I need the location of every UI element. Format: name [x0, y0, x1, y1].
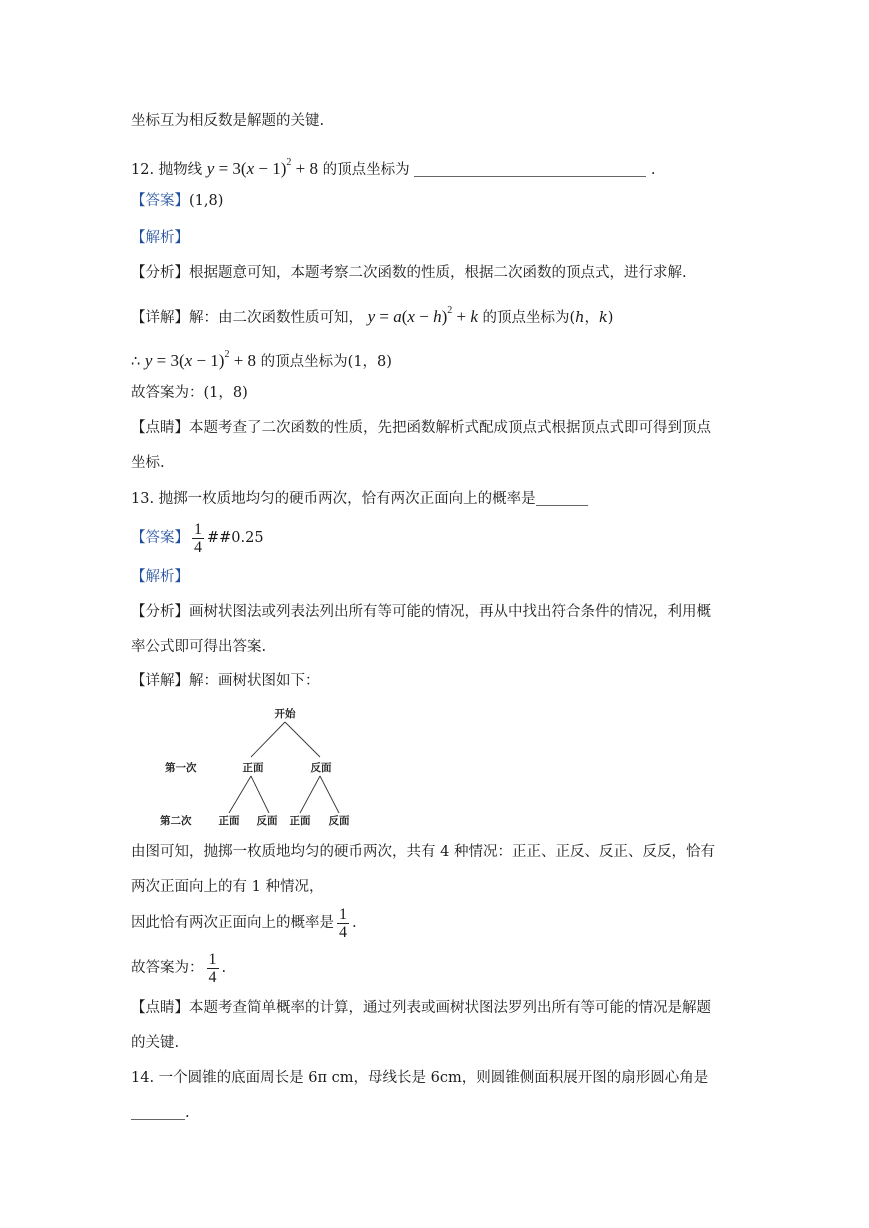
answer-tag: 【答案】 [131, 193, 189, 209]
body-13-b: 两次正面向上的有 1 种情况， [131, 879, 324, 895]
answer-13: 【答案】 $\frac{1}{4}$ ##0.25 [131, 520, 264, 556]
formula-parabola-2: $y = 3(x - 1)^2 + 8$ [144, 349, 257, 370]
analysis-13-a: 【分析】画树状图法或列表法列出所有等可能的情况，再从中找出符合条件的情况，利用概 [131, 604, 711, 620]
comment-12-a: 【点睛】本题考查了二次函数的性质，先把函数解析式配成顶点式根据顶点式即可得到顶点 [131, 420, 711, 436]
comment-13-a: 【点睛】本题考查简单概率的计算，通过列表或画树状图法罗列出所有等可能的情况是解题 [131, 1000, 711, 1016]
tree-leaf-front: 正面 [218, 815, 240, 827]
question-14: 14. 一个圆锥的底面周长是 6π cm，母线长是 6cm，则圆锥侧面积展开图的扇形圆心角是 [131, 1070, 709, 1086]
analysis-13-b: 率公式即可得出答案. [131, 639, 267, 655]
text-line-1: 坐标互为相反数是解题的关键. [131, 113, 325, 129]
question-12: 12. 抛物线 $y = 3(x - 1)^2 + 8$ 的顶点坐标为 . [131, 157, 656, 178]
analysis-tag-13: 【解析】 [131, 569, 189, 585]
detail-12: 【详解】解：由二次函数性质可知， $y = a(x - h)^2 + k$ 的顶点坐标为(h，k) [131, 305, 614, 326]
tree-leaf-front: 正面 [289, 815, 311, 827]
body-13-a: 由图可知，抛掷一枚质地均匀的硬币两次，共有 4 种情况：正正、正反、反正、反反，恰有 [131, 844, 715, 860]
final-answer-13: 故答案为： $\frac{1}{4}$ . [131, 950, 227, 986]
fraction-one-quarter: $\frac{1}{4}$ [208, 950, 217, 986]
tree-edge [229, 776, 251, 813]
probability-tree-diagram [150, 700, 370, 832]
tree-edge [300, 776, 320, 813]
analysis-12: 【分析】根据题意可知，本题考察二次函数的性质，根据二次函数的顶点式，进行求解. [131, 265, 687, 281]
comment-12-b: 坐标. [131, 455, 165, 471]
tree-leaf-back: 反面 [328, 815, 350, 827]
question-13: 13. 抛掷一枚质地均匀的硬币两次，恰有两次正面向上的概率是 [131, 489, 588, 509]
tree-edge [320, 776, 339, 813]
question-14-blank-line: . [131, 1103, 190, 1123]
therefore-line-12: ∴ $y = 3(x - 1)^2 + 8$ 的顶点坐标为(1，8) [131, 349, 392, 370]
tree-root-label: 开始 [274, 708, 296, 720]
answer-blank [131, 1105, 185, 1120]
question-number: 13. [131, 491, 155, 507]
formula-parabola: $y = 3(x - 1)^2 + 8$ [206, 157, 318, 178]
answer-blank [414, 162, 646, 177]
fraction-one-quarter: $\frac{1}{4}$ [339, 905, 347, 941]
answer-blank [536, 491, 588, 506]
tree-edge [285, 722, 320, 757]
comment-13-b: 的关键. [131, 1035, 180, 1051]
tree-edge [251, 722, 285, 757]
tree-node-back: 反面 [310, 762, 332, 774]
tree-node-front: 正面 [242, 762, 264, 774]
body-13-c: 因此恰有两次正面向上的概率是 $\frac{1}{4}$ . [131, 905, 357, 941]
final-answer-12: 故答案为：(1，8) [131, 385, 248, 401]
question-number: 12. [131, 162, 155, 178]
detail-13: 【详解】解：画树状图如下： [131, 673, 320, 689]
analysis-tag-12: 【解析】 [131, 230, 189, 246]
tree-edge [251, 776, 269, 813]
question-number: 14. [131, 1070, 155, 1086]
tree-leaf-back: 反面 [256, 815, 278, 827]
fraction-one-quarter: $\frac{1}{4}$ [194, 520, 202, 556]
tree-level1-label: 第一次 [165, 762, 197, 774]
tree-level2-label: 第二次 [160, 815, 192, 827]
answer-12: 【答案】(1,8) [131, 193, 224, 209]
formula-vertex-form: $y = a(x - h)^2 + k$ [367, 305, 478, 326]
